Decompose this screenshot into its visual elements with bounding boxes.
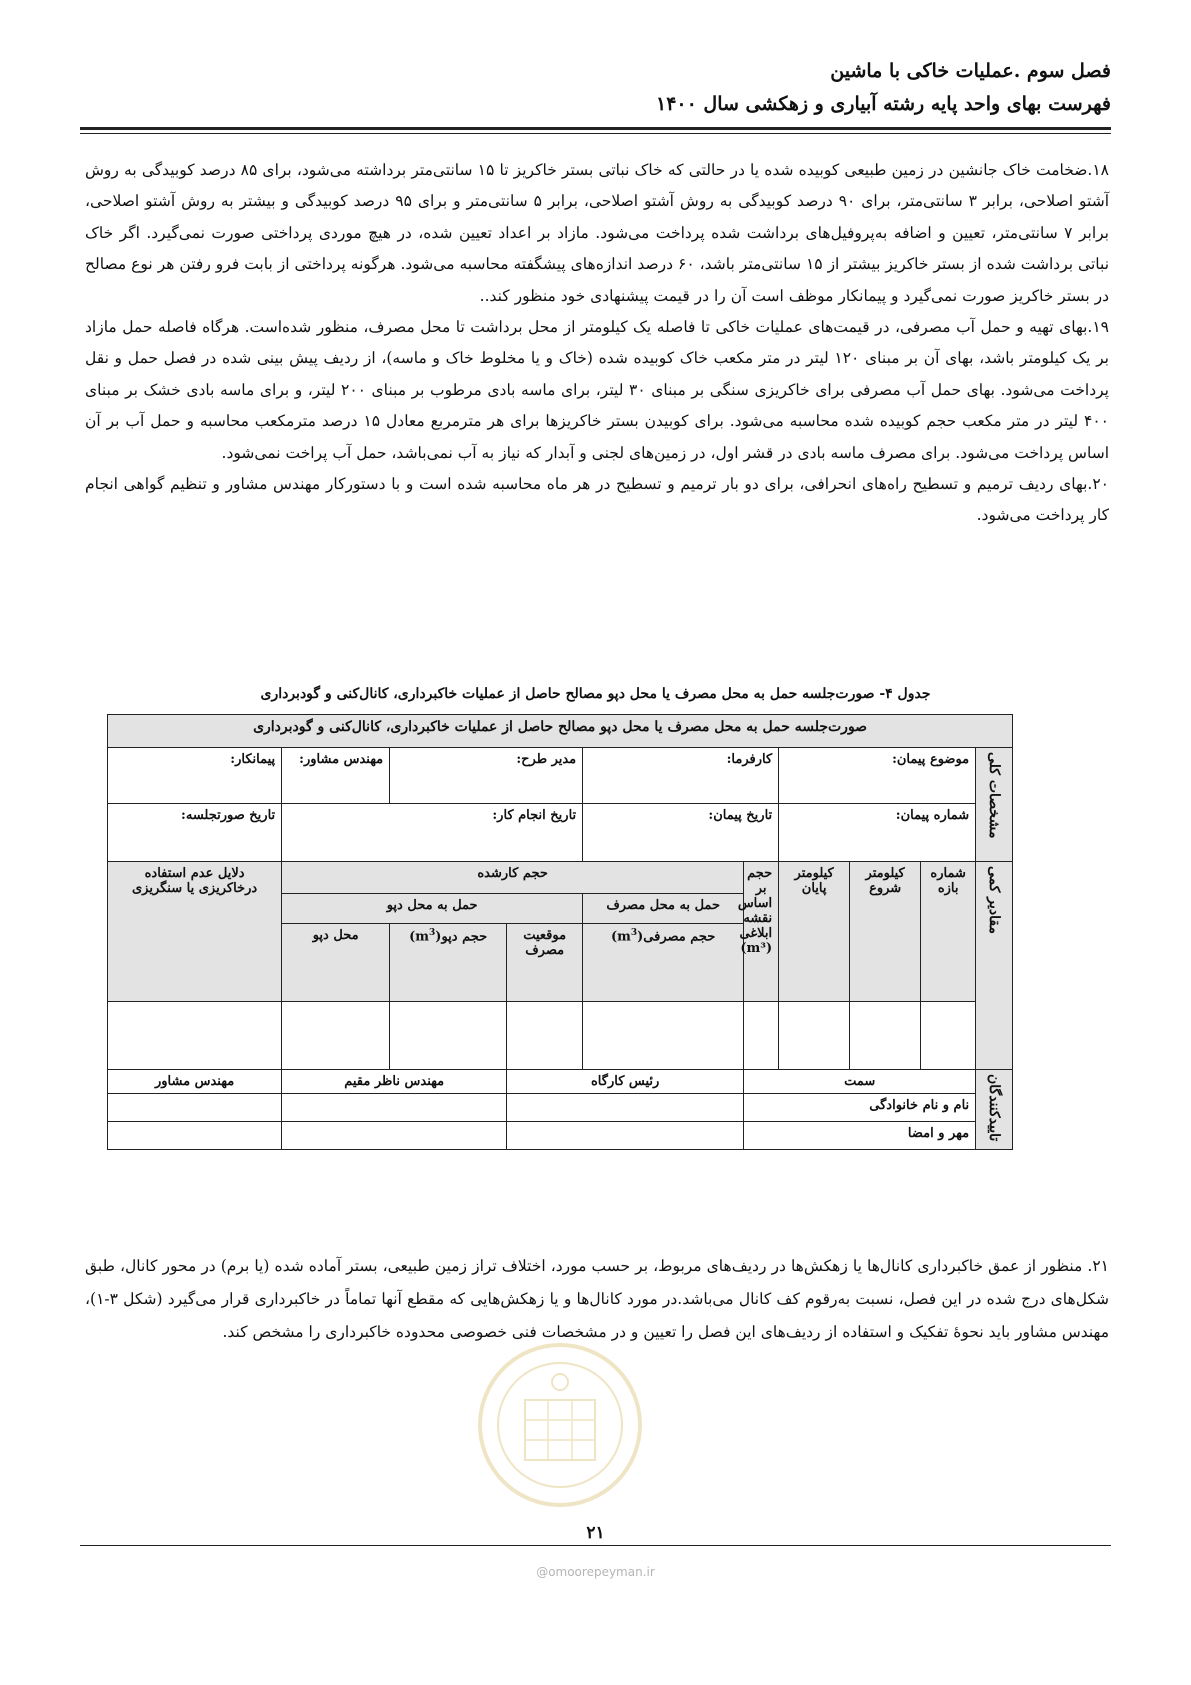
cell-empty	[282, 1002, 390, 1070]
col-consumption-location: موقعیت مصرف	[507, 924, 583, 1002]
col-depot-volume-label: حجم دپو	[441, 929, 488, 945]
cell-empty	[850, 1002, 921, 1070]
col-reasons: دلایل عدم استفاده درخاکریزی یا سنگریزی	[108, 862, 282, 1002]
signer-consulting-engineer: مهندس مشاور	[108, 1070, 282, 1094]
col-to-depot: حمل به محل دپو	[282, 894, 583, 924]
cell-empty	[507, 1094, 744, 1122]
cell-empty	[779, 1002, 850, 1070]
transport-minutes-table	[107, 714, 1013, 1150]
signer-workshop-head: رئیس کارگاه	[507, 1070, 744, 1094]
cell-empty	[507, 1122, 744, 1150]
unit-close: )	[610, 929, 618, 945]
col-km-end: کیلومتر پایان	[779, 862, 850, 1002]
signer-position-label: سمت	[744, 1070, 976, 1094]
table-caption: جدول ۴- صورت‌جلسه حمل به محل مصرف یا محل دپو مصالح حاصل از عملیات خاکبرداری، کانال‌کنی و گودبرداری	[260, 686, 931, 702]
signer-resident-engineer: مهندس ناظر مقیم	[282, 1070, 507, 1094]
col-to-consumption: حمل به محل مصرف	[583, 894, 744, 924]
omoorepeyman-seal-icon	[470, 1330, 650, 1520]
col-depot-volume	[390, 924, 507, 1002]
unit-m: (m	[415, 929, 442, 945]
page-number: ۲۱	[586, 1523, 605, 1543]
side-label-quantity: مقادیر کمی	[976, 862, 1013, 1070]
col-km-start: کیلومتر شروع	[850, 862, 921, 1002]
col-volume-plan-unit: (m³)	[740, 941, 773, 956]
site-watermark-text: @omoorepeyman.ir	[536, 1565, 655, 1579]
table-title: صورت‌جلسه حمل به محل مصرف یا محل دپو مصالح حاصل از عملیات خاکبرداری، کانال‌کنی و گودبرداری	[108, 715, 1013, 748]
cell-empty	[282, 1094, 507, 1122]
field-contract-number: شماره پیمان:	[779, 804, 976, 862]
field-project-manager: مدیر طرح:	[390, 748, 583, 804]
paragraph-20: ۲۰.بهای ردیف ترمیم و تسطیح راه‌های انحرافی، برای دو بار ترمیم و تسطیح در هر ماه محاسبه شده است و با دستورکار مهندس مشاور و تنظیم گواهی انجام کار پرداخت می‌شود.	[85, 475, 1109, 525]
side-label-signers: تایید‌کنندگان	[976, 1070, 1013, 1150]
header-rule-thick	[80, 127, 1111, 130]
col-depot-location: محل دپو	[282, 924, 390, 1002]
field-contract-subject: موضوع پیمان:	[779, 748, 976, 804]
cell-empty	[507, 1002, 583, 1070]
paragraph-21: ۲۱. منظور از عمق خاکبرداری کانال‌ها یا زهکش‌ها در ردیف‌های مربوط، بر حسب مورد، اختلاف تراز زمین طبیعی، بستر آماده شده (یا برم) در محور کانال، طبق شکل‌های درج شده در این فصل، نسبت به‌رقوم کف کانال می‌باشد.در مورد کانال‌ها و یا زهکش‌هایی که مقطع آنها تماماً در خاکبرداری قرار می‌گیرد (شکل ۳-۱)، مهندس مشاور باید نحوهٔ تفکیک و استفاده از ردیف‌های این فصل را تعیین و در مشخصات فنی خصوصی محدوده خاکبرداری را مشخص کند.	[85, 1257, 1109, 1341]
col-consumption-volume	[583, 924, 744, 1002]
paragraph-19: ۱۹.بهای تهیه و حمل آب مصرفی، در قیمت‌های عملیات خاکی تا فاصله یک کیلومتر از محل برداشت تا محل مصرف، منظور شده‌است. هرگاه فاصله حمل مازاد بر یک کیلومتر باشد، بهای آن بر مبنای ۱۲۰ لیتر در متر مکعب خاک کوبیده شده (خاک و یا مخلوط خاک و ماسه)، از ردیف پیش بینی شده در فصل حمل و نقل پرداخت می‌شود. بهای حمل آب مصرفی برای خاکریزی سنگی بر مبنای ۳۰ لیتر، برای ماسه بادی مرطوب بر مبنای ۲۰۰ لیتر، و برای ماسه بادی خشک بر مبنای ۴۰۰ لیتر در متر مکعب حجم کوبیده شده محاسبه می‌شود. برای کوبیدن بستر خاکریزها برای هر مترمربع معادل ۱۵ درصد مترمکعب محاسبه و حمل آب بر آن اساس پرداخت می‌شود. برای مصرف ماسه بادی در قشر اول، در زمین‌های لجنی و آبدار که نیاز به آب نمی‌باشد، حمل آب پراخت نمی‌شود.	[85, 318, 1109, 462]
field-employer: کارفرما:	[583, 748, 779, 804]
unit-exp: 3	[630, 928, 638, 938]
unit-close: )	[409, 929, 416, 945]
cell-empty	[390, 1002, 507, 1070]
chapter-title: فصل سوم .عملیات خاکی با ماشین	[830, 60, 1111, 82]
side-label-general: مشخصات کلی	[976, 748, 1013, 862]
cell-empty	[108, 1002, 282, 1070]
field-work-date: تاریخ انجام کار:	[282, 804, 583, 862]
col-segment-number: شماره بازه	[921, 862, 976, 1002]
cell-empty	[921, 1002, 976, 1070]
cell-empty	[108, 1122, 282, 1150]
cell-empty	[282, 1122, 507, 1150]
unit-m: (m	[617, 929, 644, 945]
field-contractor: پیمانکار:	[108, 748, 282, 804]
col-volume-worked: حجم کارشده	[282, 862, 744, 894]
field-consulting-engineer: مهندس مشاور:	[282, 748, 390, 804]
col-volume-plan-label: حجم بر اساس نقشه ابلاغی	[737, 866, 773, 941]
unit-exp: 3	[429, 928, 436, 938]
quantity-empty-row	[108, 1002, 1013, 1070]
header-rule-thin	[80, 133, 1111, 134]
cell-empty	[108, 1094, 282, 1122]
col-consumption-volume-label: حجم مصرفی	[643, 929, 716, 945]
field-minutes-date: تاریخ صورتجلسه:	[108, 804, 282, 862]
footer-rule	[80, 1545, 1111, 1546]
signer-name-label: نام و نام خانوادگی	[744, 1094, 976, 1122]
cell-empty	[744, 1002, 779, 1070]
signer-seal-label: مهر و امضا	[744, 1122, 976, 1150]
cell-empty	[583, 1002, 744, 1070]
body-paragraphs-top	[85, 155, 1109, 532]
field-contract-date: تاریخ پیمان:	[583, 804, 779, 862]
col-volume-plan	[737, 862, 779, 1002]
list-title: فهرست بهای واحد پایه رشته آبیاری و زهکشی سال ۱۴۰۰	[655, 93, 1111, 115]
paragraph-18: ۱۸.ضخامت خاک جانشین در زمین طبیعی کوبیده شده یا در حالتی که خاک نباتی بستر خاکریز تا ۱۵ سانتی‌متر برداشته می‌شود، برای ۸۵ درصد کوبیدگی به روش آشتو اصلاحی، برابر ۳ سانتی‌متر، برای ۹۰ درصد کوبیدگی به روش آشتو اصلاحی، برابر ۵ سانتی‌متر و برای ۹۵ درصد کوبیدگی و بیشتر به روش آشتو اصلاحی، برابر ۷ سانتی‌متر، تعیین و اضافه به‌پروفیل‌های برداشت شده پرداخت می‌شود. مازاد بر اعداد تعیین شده، در هیچ موردی پرداختی صورت نمی‌گیرد. اگر خاک نباتی برداشت شده از بستر خاکریز بیشتر از ۱۵ سانتی‌متر باشد، ۶۰ درصد اندازه‌های پیشگفته محاسبه می‌شود. هرگونه پرداختی از بابت فرو رفتن هر نوع مصالح در بستر خاکریز صورت نمی‌گیرد و پیمانکار موظف است آن را در قیمت پیشنهادی خود منظور کند..	[85, 161, 1110, 305]
